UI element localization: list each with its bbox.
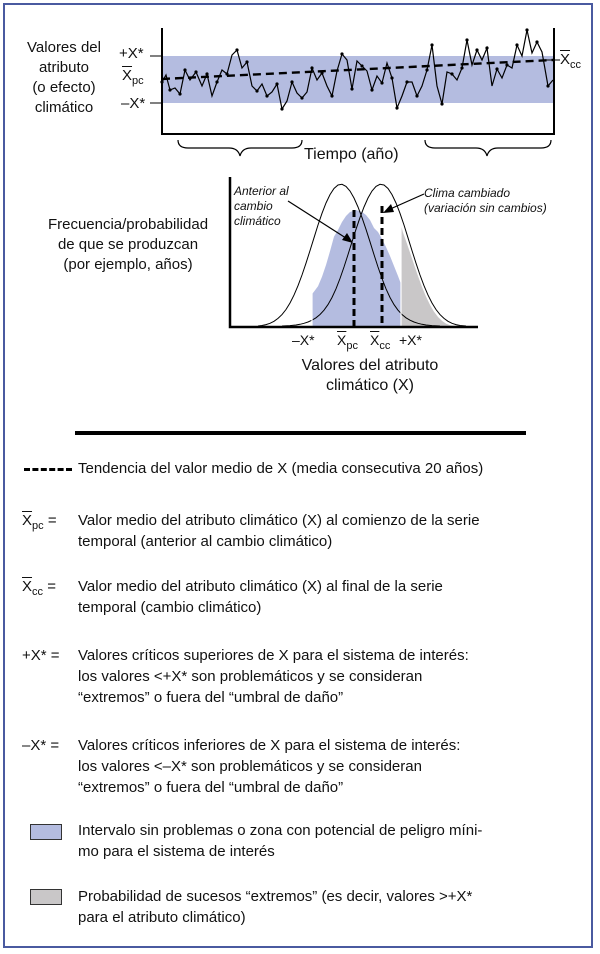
tick-mean-pc-sub: pc: [346, 339, 358, 352]
tick-minus-x: –X*: [292, 332, 315, 348]
top-mean-pc-symbol: $\overline{X}$: [122, 67, 133, 84]
top-y-label-line-1: Valores del: [27, 39, 101, 56]
legend-cc-text: [78, 576, 583, 618]
section-divider: [75, 431, 526, 435]
legend-blue-line-1: Intervalo sin problemas o zona con potencial de peligro míni-: [78, 822, 483, 839]
legend-cc-line-1: Valor medio del atributo climático (X) al final de la serie: [78, 578, 443, 595]
tick-mean-pc-symbol: $\overline{X}$: [337, 332, 347, 348]
legend-pc-x: $\overline{X}$: [22, 512, 33, 529]
top-y-label-line-3: (o efecto): [32, 79, 96, 96]
annotation-changed-line-2: (variación sin cambios): [424, 201, 547, 215]
top-mean-pc-sub: pc: [132, 75, 144, 87]
legend-gray-swatch: [30, 889, 62, 905]
legend-gray-line-1: Probabilidad de sucesos “extremos” (es decir, valores >+X*: [78, 888, 473, 905]
legend-pc-text: [78, 510, 583, 552]
annotation-changed-line-1: Clima cambiado: [424, 186, 511, 200]
arrow-changed-head: [383, 204, 394, 213]
top-plus-x-label: +X*: [119, 45, 144, 62]
legend-pc-sub: pc: [32, 520, 44, 532]
bottom-y-label-line-2: de que se produzcan: [57, 236, 199, 253]
legend-cc-line-2: temporal (cambio climático): [78, 599, 262, 616]
tolerance-band: [162, 56, 554, 103]
legend-minus-symbol: –X* =: [22, 737, 60, 754]
legend-plus-symbol: +X* =: [22, 647, 60, 664]
legend-gray-text: [78, 886, 583, 928]
legend-trend-text: Tendencia del valor medio de X (media consecutiva 20 años): [78, 460, 484, 477]
legend-minus-line-1: Valores críticos inferiores de X para el sistema de interés:: [78, 737, 461, 754]
annotation-before-line-2: cambio: [234, 199, 273, 213]
tick-mean-cc-sub: cc: [379, 339, 391, 352]
legend-trend-dash: [24, 468, 72, 471]
legend-plus-text: [78, 645, 583, 708]
top-minus-x-label: –X*: [121, 95, 146, 112]
tick-mean-pc: [337, 330, 358, 356]
legend-plus-line-1: Valores críticos superiores de X para el sistema de interés:: [78, 647, 469, 664]
legend-blue-line-2: mo para el sistema de interés: [78, 843, 275, 860]
legend-blue-text: [78, 820, 583, 862]
annotation-before-line-3: climático: [234, 214, 281, 228]
arrow-before-shaft: [288, 201, 349, 240]
legend-blue-swatch: [30, 824, 62, 840]
top-mean-cc-symbol: $\overline{X}$: [560, 51, 571, 68]
distribution-svg: [0, 150, 600, 350]
legend-pc-line-1: Valor medio del atributo climático (X) al comienzo de la serie: [78, 512, 480, 529]
legend-minus-line-2: los valores <–X* son problemáticos y se consideran: [78, 758, 422, 775]
top-x-label: Tiempo (año): [304, 146, 399, 163]
top-mean-cc-sub: cc: [570, 59, 582, 71]
legend-cc-x: $\overline{X}$: [22, 578, 33, 595]
legend-pc-line-2: temporal (anterior al cambio climático): [78, 533, 333, 550]
legend-minus-line-3: “extremos” o fuera del “umbral de daño”: [78, 779, 344, 796]
bottom-y-label-line-3: (por ejemplo, años): [63, 256, 193, 273]
annotation-before-line-1: Anterior al: [234, 184, 289, 198]
legend-minus-text: [78, 735, 583, 798]
tick-mean-cc-symbol: $\overline{X}$: [370, 332, 380, 348]
legend-gray-line-2: para el atributo climático): [78, 909, 246, 926]
legend-cc-sub: cc: [32, 586, 44, 598]
annotation-before: [234, 184, 289, 229]
legend-pc-symbol: [22, 510, 57, 537]
legend-plus-line-2: los valores <+X* son problemáticos y se consideran: [78, 668, 423, 685]
bottom-x-label-line-2: climático (X): [325, 377, 414, 394]
legend-cc-symbol: [22, 576, 56, 603]
top-y-label-line-2: atributo: [38, 59, 90, 76]
extreme-tail-fill: [401, 225, 466, 326]
annotation-changed: [424, 186, 547, 216]
bottom-x-label: [250, 356, 490, 396]
tick-mean-cc: [370, 330, 390, 356]
legend-plus-line-3: “extremos” o fuera del “umbral de daño”: [78, 689, 344, 706]
bottom-y-label-line-1: Frecuencia/probabilidad: [47, 216, 209, 233]
top-y-label-line-4: climático: [34, 99, 94, 116]
legend-pc-eq: =: [47, 512, 57, 529]
tick-plus-x: +X*: [399, 332, 422, 348]
bottom-x-label-line-1: Valores del atributo: [301, 357, 439, 374]
legend-cc-eq: =: [47, 578, 56, 595]
